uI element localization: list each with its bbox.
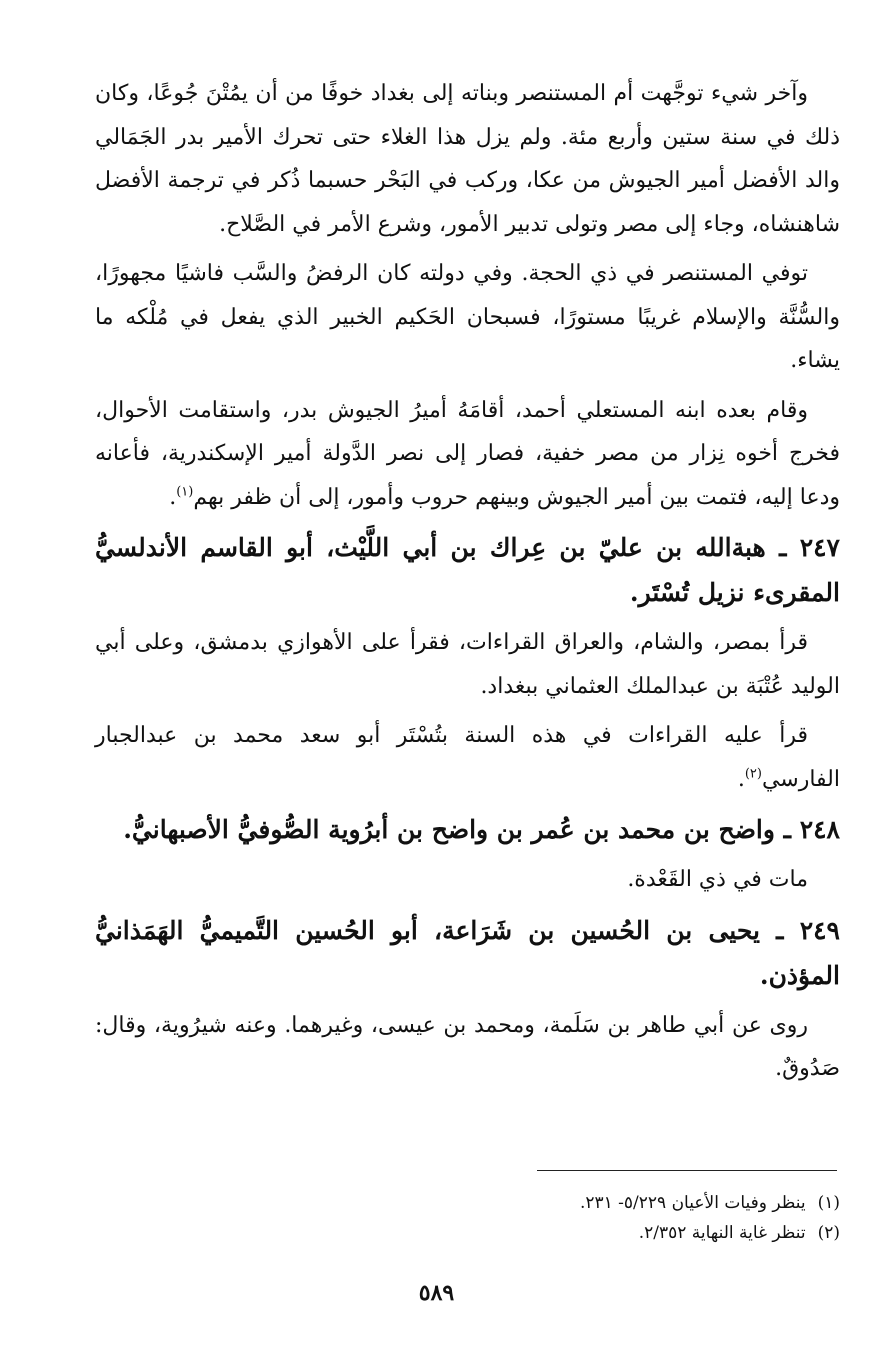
paragraph-3-text: وقام بعده ابنه المستعلي أحمد، أقامَهُ أميرُ الجيوش بدر، واستقامت الأحوال، فخرج أخوه نِزار من مصر خفية، فصار إلى نصر الدَّولة أمير الإسكندرية، فأعانه ودعا إليه، فتمت بين أمير الجيوش وبينهم حروب وأمور، إلى أن ظفر بهم [95, 397, 840, 510]
footnote-2 [100, 1218, 840, 1248]
footnote-ref-1: (١) [176, 484, 194, 500]
entry-heading-247 [95, 525, 840, 615]
footnotes [100, 1188, 840, 1248]
footnote-divider [537, 1170, 837, 1171]
footnote-1-text: ينظر وفيات الأعيان ٥/٢٢٩- ٢٣١. [579, 1193, 806, 1213]
paragraph-2: توفي المستنصر في ذي الحجة. وفي دولته كان الرفضُ والسَّب فاشيًا مجهورًا، والسُّنَّة والإسلام غريبًا مستورًا، فسبحان الحَكيم الخبير الذي يفعل في مُلْكه ما يشاء. [95, 261, 840, 373]
entry-heading-248 [95, 807, 840, 852]
paragraph-1: وآخر شيء توجَّهت أم المستنصر وبناته إلى بغداد خوفًا من أن يمُتْنَ جُوعًا، وكان ذلك في سنة ستين وأربع مئة. ولم يزل هذا الغلاء حتى تحرك الأمير بدر الجَمَالي والد الأفضل أمير الجيوش من عكا، وركب في البَحْر حسبما ذُكر في ترجمة الأفضل شاهنشاه، وجاء إلى مصر وتولى تدبير الأمور، وشرع الأمر في الصَّلاح. [95, 81, 840, 237]
entry-heading-249 [95, 908, 840, 998]
paragraph-3 [95, 389, 840, 520]
footnote-2-number: (٢) [817, 1223, 840, 1243]
page-body [95, 72, 840, 1097]
footnote-2-text: تنظر غاية النهاية ٢/٣٥٢. [638, 1223, 806, 1243]
paragraph-5 [95, 714, 840, 801]
footnote-1-number: (١) [817, 1193, 840, 1213]
entry-title-249: يحيى بن الحُسين بن شَرَاعة، أبو الحُسين التَّميميُّ الهَمَذانيُّ المؤذن. [95, 915, 840, 990]
paragraph-5-end: . [737, 766, 745, 792]
paragraph-6: مات في ذي القَعْدة. [627, 867, 808, 892]
entry-title-247: هبةالله بن عليّ بن عِراك بن أبي اللَّيْث، أبو القاسم الأندلسيُّ المقرىء نزيل تُسْتَر. [95, 533, 840, 607]
entry-number-248: ٢٤٨ ـ [783, 815, 840, 844]
paragraph-7: روى عن أبي طاهر بن سَلَمة، ومحمد بن عيسى، وغيرهما. وعنه شيرُوية، وقال: صَدُوقٌ. [95, 1012, 840, 1081]
paragraph-3-end: . [169, 484, 177, 510]
paragraph-4: قرأ بمصر، والشام، والعراق القراءات، فقرأ على الأهوازي بدمشق، وعلى أبي الوليد عُتْبَة بن عبدالملك العثماني ببغداد. [95, 630, 840, 699]
entry-title-248: واضح بن محمد بن عُمر بن واضح بن أبرُوية الصُّوفيُّ الأصبهانيُّ. [123, 815, 775, 844]
page-number: ٥٨٩ [418, 1280, 455, 1306]
entry-number-249: ٢٤٩ ـ [776, 915, 840, 945]
paragraph-5-text: قرأ عليه القراءات في هذه السنة بتُسْتَر أبو سعد محمد بن عبدالجبار الفارسي [95, 723, 840, 792]
footnote-1 [100, 1188, 840, 1218]
entry-number-247: ٢٤٧ ـ [779, 533, 840, 562]
footnote-ref-2: (٢) [744, 766, 762, 782]
